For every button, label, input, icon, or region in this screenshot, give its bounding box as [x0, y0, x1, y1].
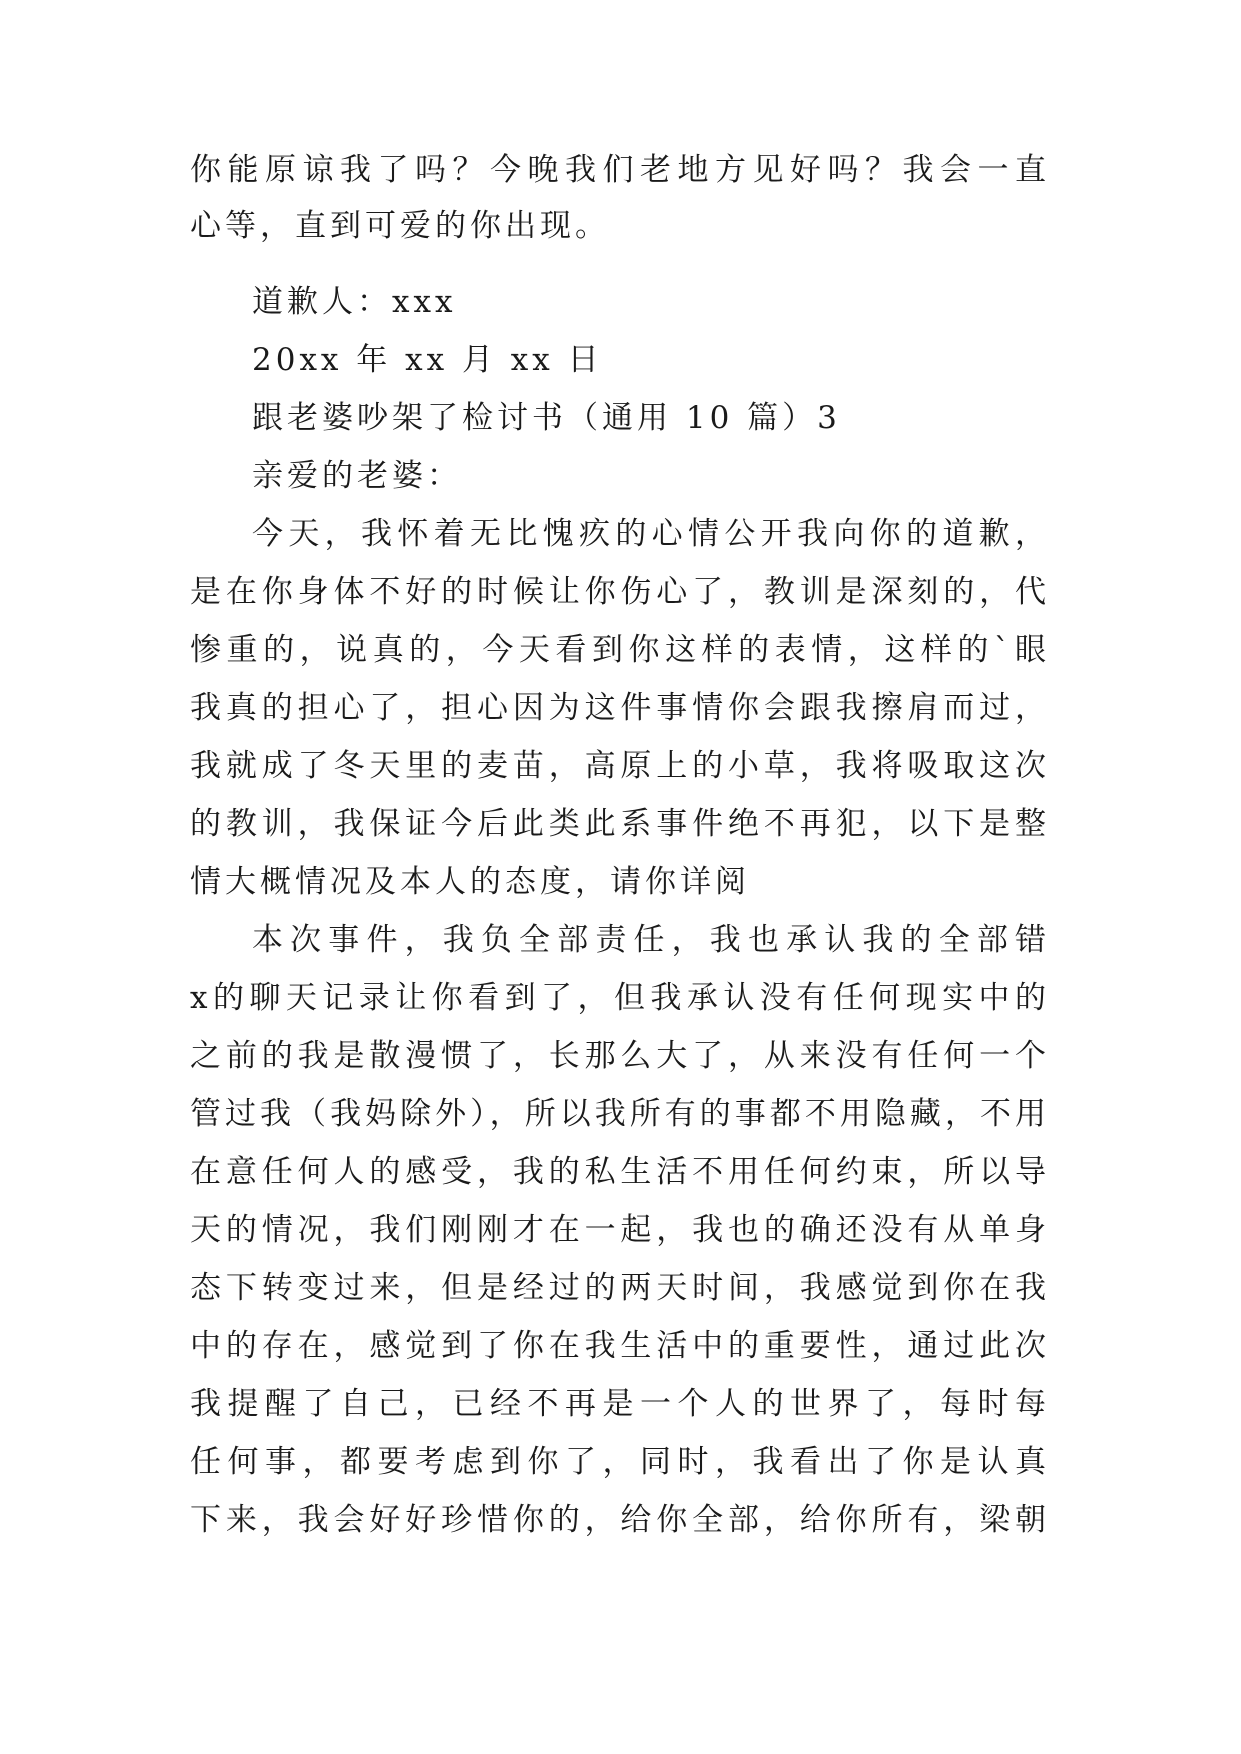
text-line: 之前的我是散漫惯了，长那么大了，从来没有任何一个 [190, 1038, 1050, 1074]
text-line: 天的情况，我们刚刚才在一起，我也的确还没有从单身 [190, 1212, 1050, 1248]
text-line: 管过我（我妈除外），所以我所有的事都不用隐藏，不用 [190, 1096, 1050, 1132]
text-line: 今天，我怀着无比愧疚的心情公开我向你的道歉， [252, 516, 1050, 552]
text-line: 本次事件，我负全部责任，我也承认我的全部错 [252, 922, 1050, 958]
text-line: 下来，我会好好珍惜你的，给你全部，给你所有，梁朝 [190, 1502, 1050, 1538]
text-line: 心等，直到可爱的你出现。 [190, 208, 610, 244]
text-line: 惨重的，说真的，今天看到你这样的表情，这样的`眼 [190, 632, 1050, 668]
text-line: 是在你身体不好的时候让你伤心了，教训是深刻的，代 [190, 574, 1050, 610]
text-line: 的教训，我保证今后此类此系事件绝不再犯，以下是整 [190, 806, 1050, 842]
text-line: x的聊天记录让你看到了，但我承认没有任何现实中的 [190, 980, 1050, 1016]
text-line: 你能原谅我了吗？今晚我们老地方见好吗？我会一直 [190, 152, 1050, 188]
text-line: 情大概情况及本人的态度，请你详阅 [190, 864, 750, 900]
text-line: 态下转变过来，但是经过的两天时间，我感觉到你在我 [190, 1270, 1050, 1306]
date-line: 20xx 年 xx 月 xx 日 [252, 342, 603, 378]
text-line: 中的存在，感觉到了你在我生活中的重要性，通过此次 [190, 1328, 1050, 1364]
text-line: 我真的担心了，担心因为这件事情你会跟我擦肩而过， [190, 690, 1050, 726]
section-title: 跟老婆吵架了检讨书（通用 10 篇）3 [252, 400, 841, 436]
text-line: 在意任何人的感受，我的私生活不用任何约束，所以导 [190, 1154, 1050, 1190]
text-line: 我提醒了自己，已经不再是一个人的世界了，每时每 [190, 1386, 1050, 1422]
text-line: 我就成了冬天里的麦苗，高原上的小草，我将吸取这次 [190, 748, 1050, 784]
salutation: 亲爱的老婆： [252, 458, 462, 494]
signature-line: 道歉人：xxx [252, 284, 457, 320]
text-line: 任何事，都要考虑到你了，同时，我看出了你是认真 [190, 1444, 1050, 1480]
